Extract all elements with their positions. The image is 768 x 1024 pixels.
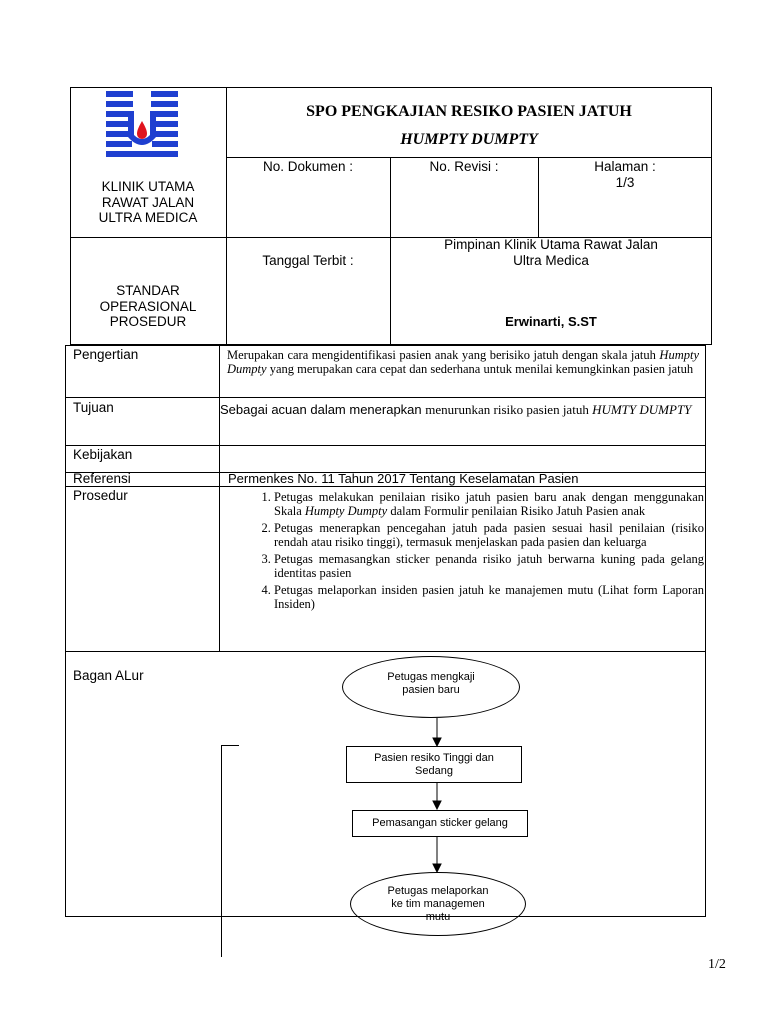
flowchart-node-sticker: Pemasangan sticker gelang	[352, 810, 528, 837]
referensi-text: Permenkes No. 11 Tahun 2017 Tentang Keselamatan Pasien	[228, 471, 579, 486]
clinic-head-name: Erwinarti, S.ST	[505, 314, 597, 329]
row-divider-4	[65, 486, 706, 487]
row-label-pengertian: Pengertian	[73, 347, 139, 362]
pengertian-text-italic: Humpty Dumpty	[227, 348, 699, 376]
doc-number-label: No. Dokumen :	[262, 159, 354, 174]
prosedur-step-1: 1. Petugas melakukan penilaian risiko jatuh pasien baru anak dengan menggunakan Skala Humpty Dumpty dalam Formulir penilaian Risiko Jatuh Pasien anak	[274, 490, 704, 518]
clinic-logo	[106, 91, 178, 163]
stray-line-horizontal	[221, 745, 239, 746]
spo-label-line1: STANDAR	[116, 283, 180, 298]
flowchart-node-assess: Petugas mengkaji pasien baru	[342, 656, 520, 718]
pengertian-text	[227, 348, 699, 376]
clinic-name	[70, 179, 226, 226]
revision-label: No. Revisi :	[429, 159, 499, 174]
page-number: 1/2	[708, 957, 726, 972]
spo-label	[70, 283, 226, 330]
spo-label-line2: OPERASIONAL	[99, 298, 197, 314]
page-value: 1/3	[615, 174, 635, 190]
row-divider-5	[65, 651, 706, 652]
clinic-head-line1: Pimpinan Klinik Utama Rawat Jalan	[444, 237, 658, 252]
row-label-bagan-alur: Bagan ALur	[73, 668, 144, 683]
clinic-head-line2: Ultra Medica	[513, 252, 589, 268]
header-divider-v1	[226, 87, 227, 345]
row-label-referensi: Referensi	[73, 471, 131, 486]
issued-date-label: Tanggal Terbit :	[262, 253, 354, 268]
row-divider-2	[65, 445, 706, 446]
page-label	[538, 159, 712, 190]
clinic-name-line2: RAWAT JALAN	[101, 194, 195, 210]
tujuan-text-b: menurunkan risiko pasien jatuh	[425, 402, 593, 417]
row-label-kebijakan: Kebijakan	[73, 447, 133, 462]
tujuan-text	[220, 399, 704, 421]
document-title: SPO PENGKAJIAN RESIKO PASIEN JATUH	[306, 103, 632, 120]
clinic-head	[390, 237, 712, 268]
clinic-logo-icon	[106, 91, 178, 163]
tujuan-text-a: Sebagai acuan dalam menerapkan	[220, 402, 426, 417]
page-label-text: Halaman :	[594, 159, 656, 174]
document-subtitle: HUMPTY DUMPTY	[400, 131, 538, 148]
clinic-name-line3: ULTRA MEDICA	[98, 210, 198, 225]
tujuan-text-italic: HUMTY DUMPTY	[592, 402, 692, 417]
pengertian-text-b: yang merupakan cara cepat dan sederhana untuk menilai kemungkinkan pasien jatuh	[266, 362, 694, 376]
row-label-tujuan: Tujuan	[73, 400, 114, 415]
row-label-prosedur: Prosedur	[73, 488, 128, 503]
flowchart-node-risk: Pasien resiko Tinggi dan Sedang	[346, 746, 522, 783]
prosedur-step-3: 3. Petugas memasangkan sticker penanda risiko jatuh berwarna kuning pada gelang identitas pasien	[274, 552, 704, 580]
prosedur-step-4: 4. Petugas melaporkan insiden pasien jatuh ke manajemen mutu (Lihat form Laporan Insiden)	[274, 583, 704, 611]
prosedur-list	[226, 490, 704, 614]
column-divider	[219, 345, 220, 652]
flowchart-node-report: Petugas melaporkan ke tim managemen mutu	[350, 872, 526, 936]
clinic-name-line1: KLINIK UTAMA	[101, 179, 195, 194]
stray-line-vertical	[221, 745, 222, 957]
row-divider-1	[65, 397, 706, 398]
prosedur-step-2: 2. Petugas menerapkan pencegahan jatuh pada pasien sesuai hasil penilaian (risiko rendah atau risiko tinggi), termasuk menjelaskan pada pasien dan keluarga	[274, 521, 704, 549]
pengertian-text-a: Merupakan cara mengidentifikasi pasien anak yang berisiko jatuh dengan skala jatuh	[227, 348, 660, 362]
flowchart-connectors	[420, 700, 460, 890]
header-divider-h1	[226, 157, 712, 158]
spo-label-line3: PROSEDUR	[109, 314, 187, 329]
